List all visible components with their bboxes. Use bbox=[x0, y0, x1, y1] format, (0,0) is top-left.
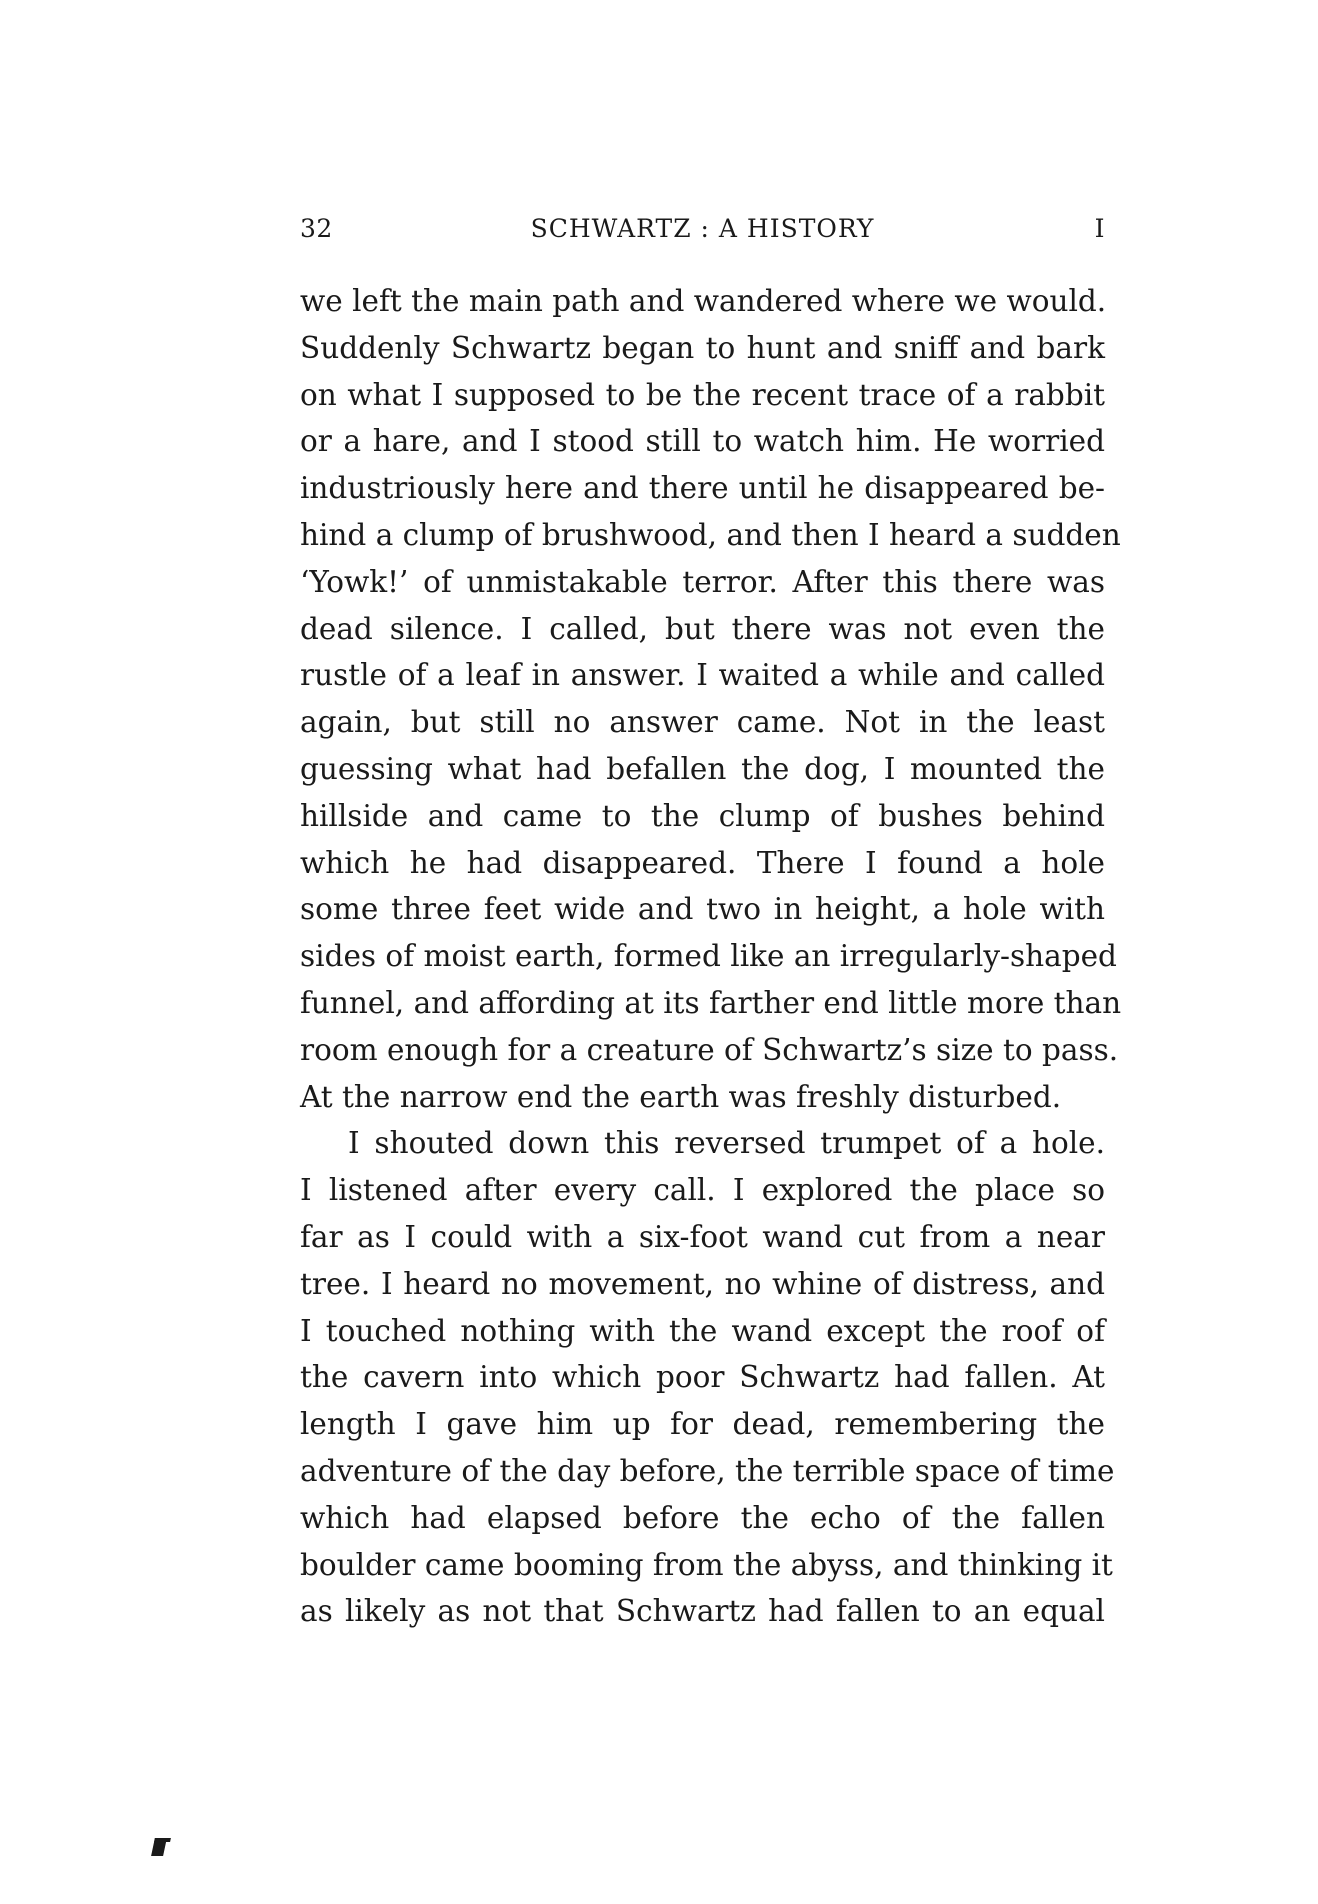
text-line: far as I could with a six-foot wand cut from a near bbox=[300, 1219, 1105, 1254]
text-line: which had elapsed before the echo of the fallen bbox=[300, 1500, 1105, 1535]
text-line: some three feet wide and two in height, a hole with bbox=[300, 892, 1105, 927]
text-line: guessing what had befallen the dog, I mounted the bbox=[300, 751, 1105, 786]
text-line: room enough for a creature of Schwartz’s size to pass. bbox=[300, 1032, 1119, 1067]
text-line: ‘Yowk!’ of unmistakable terror. After this there was bbox=[300, 564, 1105, 599]
text-line: I shouted down this reversed trumpet of a hole. bbox=[348, 1126, 1105, 1161]
text-line: rustle of a leaf in answer. I waited a while and called bbox=[300, 658, 1105, 693]
body-text bbox=[300, 278, 1122, 1635]
text-line: industriously here and there until he disappeared be- bbox=[300, 471, 1105, 506]
text-line: which he had disappeared. There I found a hole bbox=[300, 845, 1105, 880]
chapter-number: I bbox=[1094, 214, 1105, 243]
text-line: hind a clump of brushwood, and then I heard a sudden bbox=[300, 517, 1121, 552]
running-head bbox=[300, 214, 1105, 248]
text-line: again, but still no answer came. Not in the least bbox=[300, 705, 1105, 740]
text-line: funnel, and affording at its farther end little more than bbox=[300, 985, 1122, 1020]
paragraph bbox=[300, 1120, 1115, 1635]
text-line: the cavern into which poor Schwartz had fallen. At bbox=[300, 1360, 1105, 1395]
text-line: hillside and came to the clump of bushes behind bbox=[300, 798, 1105, 833]
text-line: sides of moist earth, formed like an irregularly-shaped bbox=[300, 939, 1117, 974]
text-line: I touched nothing with the wand except the roof of bbox=[300, 1313, 1105, 1348]
scan-corner-mark bbox=[151, 1838, 167, 1856]
text-line: dead silence. I called, but there was not even the bbox=[300, 611, 1105, 646]
text-line: we left the main path and wandered where we would. bbox=[300, 284, 1107, 318]
page-number: 32 bbox=[300, 214, 333, 243]
text-line: I listened after every call. I explored the place so bbox=[300, 1173, 1105, 1208]
text-line: boulder came booming from the abyss, and thinking it bbox=[300, 1547, 1113, 1582]
text-line: tree. I heard no movement, no whine of distress, and bbox=[300, 1266, 1105, 1301]
paragraph bbox=[300, 278, 1122, 1120]
text-line: Suddenly Schwartz began to hunt and sniff and bark bbox=[300, 330, 1105, 365]
text-line: on what I supposed to be the recent trace of a rabbit bbox=[300, 377, 1105, 412]
text-line: or a hare, and I stood still to watch him. He worried bbox=[300, 424, 1105, 459]
text-line: length I gave him up for dead, remembering the bbox=[300, 1407, 1105, 1442]
running-title: SCHWARTZ : A HISTORY bbox=[530, 214, 875, 243]
text-line: as likely as not that Schwartz had fallen to an equal bbox=[300, 1594, 1105, 1629]
text-line: At the narrow end the earth was freshly disturbed. bbox=[300, 1079, 1062, 1114]
text-line: adventure of the day before, the terrible space of time bbox=[300, 1453, 1115, 1488]
